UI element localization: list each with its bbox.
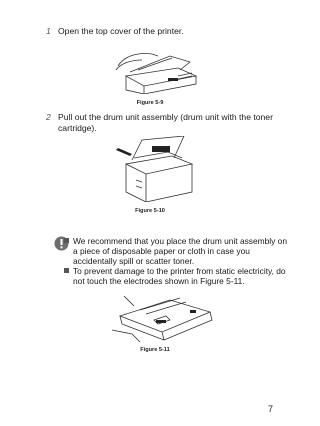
note-item-1: [64, 236, 289, 267]
note-item-1-line-1: We recommend that you place the drum unit assembly on: [73, 236, 287, 246]
step-1-number: 1: [46, 26, 51, 36]
step-2-text-line-2: cartridge).: [58, 123, 97, 133]
figure-5-10-illustration: [112, 136, 196, 202]
bullet-icon: [64, 238, 69, 243]
note-item-1-line-3: accidentally spill or scatter toner.: [73, 256, 195, 267]
figure-5-11-caption: Figure 5-11: [140, 347, 170, 353]
note-item-2-line-2: not touch the electrodes shown in Figure 5-11.: [73, 276, 245, 287]
note-item-1-line-2: a piece of disposable paper or cloth in case you: [73, 246, 250, 257]
step-2-text-line-1: Pull out the drum unit assembly (drum unit with the toner: [58, 112, 273, 122]
figure-5-11-illustration: [110, 290, 216, 342]
note-item-2: [64, 266, 289, 286]
note-item-2-line-1: To prevent damage to the printer from static electricity, do: [73, 266, 286, 276]
figure-5-10-caption: Figure 5-10: [135, 208, 165, 214]
figure-5-9-illustration: [108, 46, 200, 94]
step-1-text: Open the top cover of the printer.: [58, 26, 184, 36]
step-2-number: 2: [46, 112, 51, 122]
bullet-icon: [64, 268, 69, 273]
figure-5-9-caption: Figure 5-9: [136, 100, 164, 106]
page-number: 7: [268, 404, 274, 414]
